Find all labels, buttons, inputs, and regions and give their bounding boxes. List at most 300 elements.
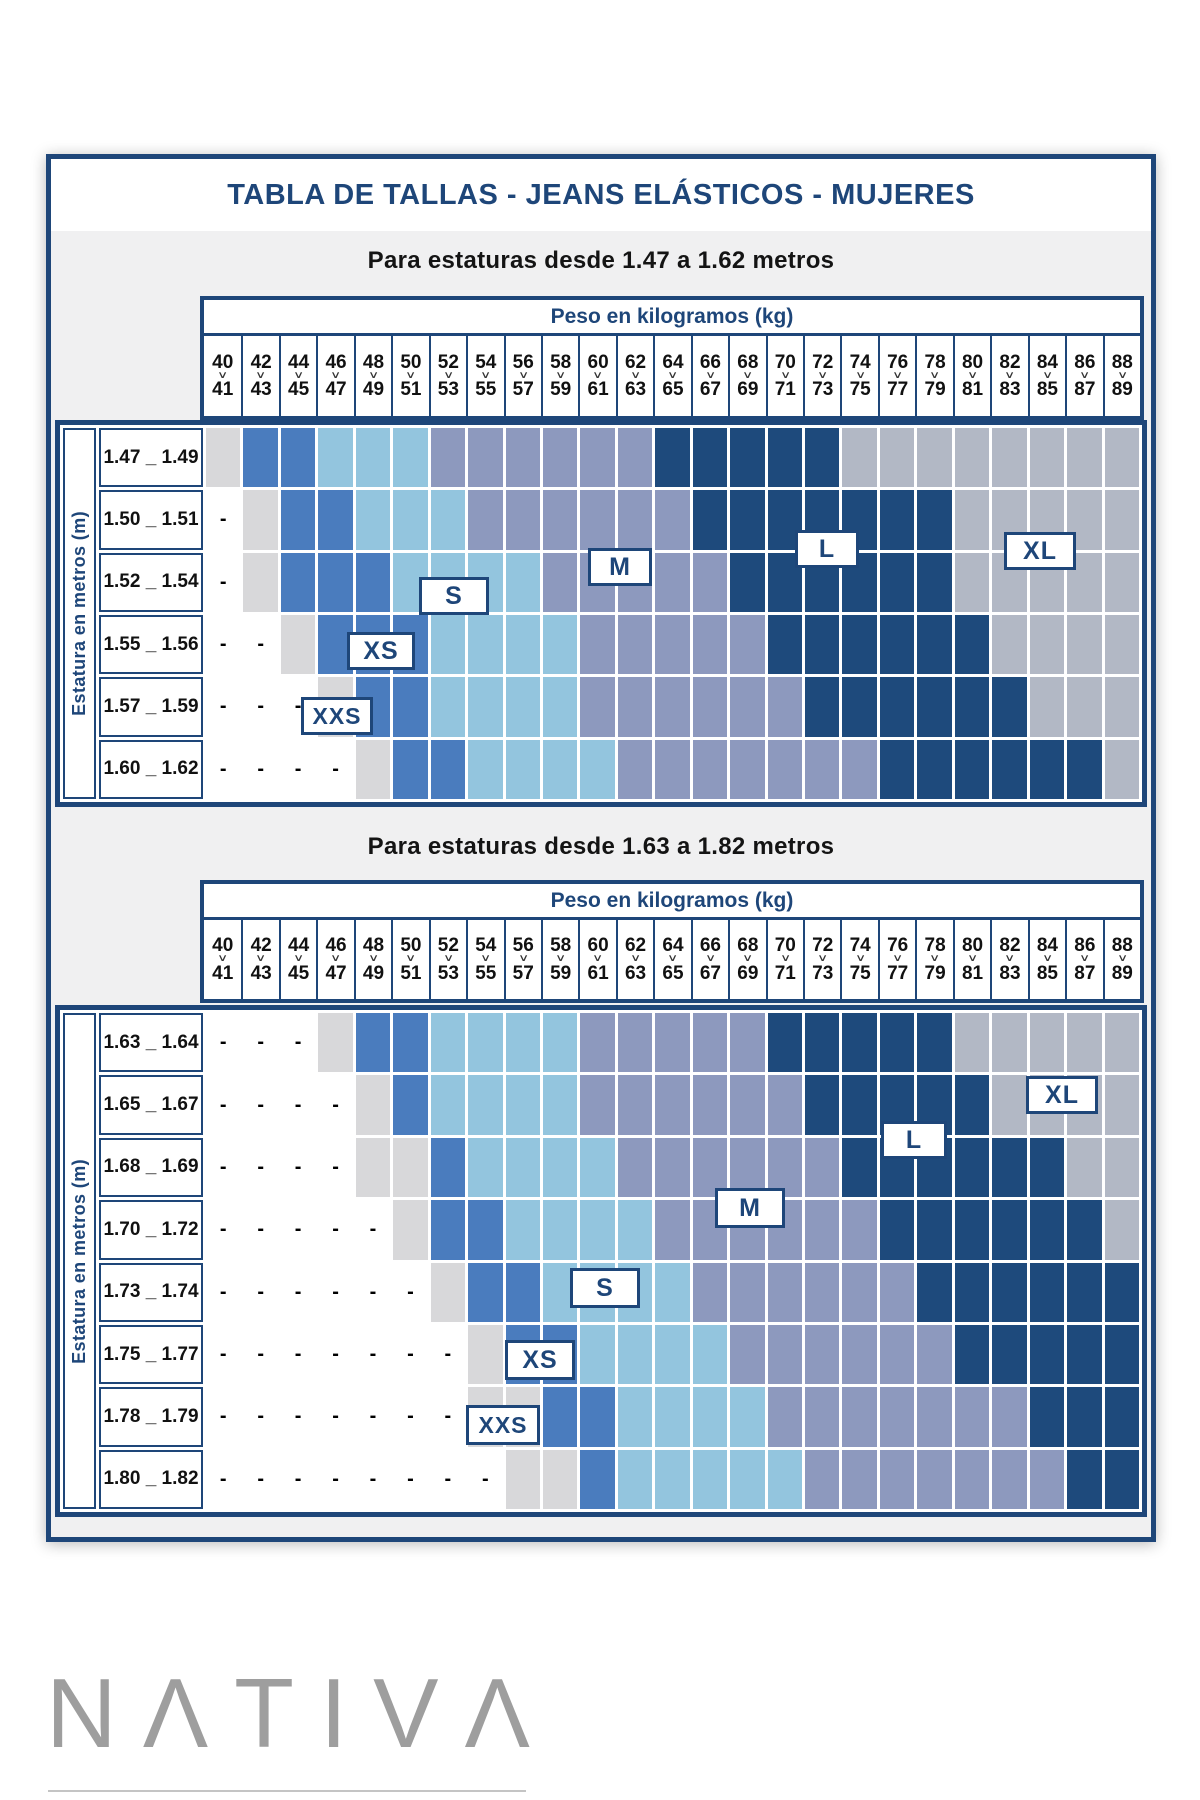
weight-min: 76	[887, 351, 909, 373]
size-cell	[955, 1013, 989, 1072]
weight-max: 77	[887, 962, 909, 984]
size-cell	[281, 553, 315, 612]
height-range-label: 1.68 _ 1.69	[99, 1138, 203, 1197]
size-cell	[805, 1325, 839, 1384]
weight-max: 65	[662, 962, 684, 984]
table1-weight-columns	[204, 336, 1140, 416]
size-cell	[842, 1075, 876, 1134]
size-cell	[917, 1013, 951, 1072]
size-cell	[431, 1200, 465, 1259]
chevron-down-icon: ∨	[592, 953, 604, 965]
weight-column	[504, 336, 541, 416]
weight-max: 45	[288, 379, 310, 401]
weight-min: 52	[437, 935, 459, 957]
size-cell	[506, 553, 540, 612]
weight-column	[466, 920, 503, 999]
chevron-down-icon: ∨	[555, 369, 567, 381]
weight-column	[915, 336, 952, 416]
size-cell	[693, 553, 727, 612]
size-cell	[618, 1387, 652, 1446]
size-cell	[805, 1263, 839, 1322]
size-cell	[1105, 1200, 1139, 1259]
weight-max: 51	[400, 379, 422, 401]
logo-letter: I	[319, 1658, 348, 1768]
weight-column	[953, 336, 990, 416]
weight-max: 75	[849, 962, 871, 984]
height-range-label: 1.80 _ 1.82	[99, 1450, 203, 1509]
size-cell: -	[206, 553, 240, 612]
size-cell	[842, 1387, 876, 1446]
size-cell	[1067, 1263, 1101, 1322]
size-cell	[243, 490, 277, 549]
size-cell	[431, 490, 465, 549]
size-cell	[730, 428, 764, 487]
chevron-down-icon: ∨	[1116, 369, 1128, 381]
size-cell	[992, 428, 1026, 487]
weight-min: 46	[325, 935, 347, 957]
weight-column	[766, 336, 803, 416]
weight-max: 71	[774, 962, 796, 984]
size-cell	[618, 1138, 652, 1197]
size-cell	[318, 428, 352, 487]
size-cell	[318, 1013, 352, 1072]
size-cell	[506, 1075, 540, 1134]
size-cell: -	[243, 615, 277, 674]
size-cell	[580, 428, 614, 487]
size-cell	[992, 677, 1026, 736]
weight-min: 68	[737, 351, 759, 373]
size-cell	[543, 1200, 577, 1259]
size-cell	[1030, 615, 1064, 674]
size-cell	[655, 1138, 689, 1197]
size-cell: -	[206, 1450, 240, 1509]
weight-min: 88	[1111, 935, 1133, 957]
size-cell	[917, 677, 951, 736]
weight-column	[504, 920, 541, 999]
weight-max: 73	[812, 962, 834, 984]
size-band-tag: L	[795, 530, 859, 568]
table2-subtitle: Para estaturas desde 1.63 a 1.82 metros	[367, 833, 835, 860]
size-cell	[730, 1263, 764, 1322]
weight-column	[840, 920, 877, 999]
size-cell	[805, 1450, 839, 1509]
chevron-down-icon: ∨	[517, 369, 529, 381]
size-cell	[393, 1075, 427, 1134]
weight-min: 50	[400, 351, 422, 373]
chevron-down-icon: ∨	[405, 369, 417, 381]
height-range-label: 1.60 _ 1.62	[99, 740, 203, 799]
size-band-tag: S	[419, 577, 489, 615]
weight-max: 89	[1111, 379, 1133, 401]
size-cell	[431, 1013, 465, 1072]
size-cell	[768, 1263, 802, 1322]
weight-max: 43	[250, 379, 272, 401]
weight-min: 52	[437, 351, 459, 373]
weight-column	[541, 920, 578, 999]
weight-min: 42	[250, 351, 272, 373]
size-cell	[880, 677, 914, 736]
size-cell	[842, 1325, 876, 1384]
weight-max: 65	[662, 379, 684, 401]
size-cell	[655, 1075, 689, 1134]
size-cell	[393, 1138, 427, 1197]
weight-column	[578, 336, 615, 416]
logo-underline	[48, 1790, 526, 1792]
weight-column	[1065, 920, 1102, 999]
chevron-down-icon: ∨	[892, 953, 904, 965]
size-cell	[543, 1013, 577, 1072]
size-cell	[655, 1200, 689, 1259]
chevron-down-icon: ∨	[742, 369, 754, 381]
size-cell	[880, 490, 914, 549]
chevron-down-icon: ∨	[817, 369, 829, 381]
weight-max: 59	[550, 379, 572, 401]
size-cell	[431, 1263, 465, 1322]
size-cell	[580, 1325, 614, 1384]
size-cell	[693, 740, 727, 799]
weight-column	[391, 336, 428, 416]
chevron-down-icon: ∨	[480, 953, 492, 965]
size-cell	[543, 428, 577, 487]
weight-min: 82	[999, 351, 1021, 373]
size-cell	[842, 1200, 876, 1259]
chevron-down-icon: ∨	[704, 369, 716, 381]
size-cell: -	[281, 1263, 315, 1322]
size-cell	[805, 1387, 839, 1446]
height-axis-label	[63, 428, 96, 799]
size-cell: -	[356, 1325, 390, 1384]
chevron-down-icon: ∨	[854, 369, 866, 381]
size-cell	[618, 615, 652, 674]
size-cell	[618, 1075, 652, 1134]
size-cell	[655, 428, 689, 487]
size-cell	[1030, 1200, 1064, 1259]
weight-max: 85	[1036, 379, 1058, 401]
size-cell	[1105, 1138, 1139, 1197]
height-range-label: 1.65 _ 1.67	[99, 1075, 203, 1134]
size-band-tag: XL	[1004, 532, 1076, 570]
size-cell	[693, 1013, 727, 1072]
size-cell: -	[243, 1075, 277, 1134]
weight-column	[1103, 336, 1140, 416]
weight-max: 41	[212, 962, 234, 984]
size-cell	[543, 1075, 577, 1134]
size-cell	[880, 428, 914, 487]
table1-subtitle: Para estaturas desde 1.47 a 1.62 metros	[367, 247, 835, 274]
size-cell	[1067, 615, 1101, 674]
size-cell	[618, 490, 652, 549]
weight-min: 62	[624, 351, 647, 373]
size-cell: -	[206, 740, 240, 799]
chevron-down-icon: ∨	[405, 953, 417, 965]
size-cell	[693, 1325, 727, 1384]
size-cell: -	[281, 740, 315, 799]
weight-max: 53	[437, 379, 459, 401]
size-cell	[655, 490, 689, 549]
size-cell	[431, 677, 465, 736]
size-cell	[805, 740, 839, 799]
size-cell	[1030, 1325, 1064, 1384]
size-cell	[356, 1013, 390, 1072]
size-cell	[805, 1013, 839, 1072]
weight-min: 86	[1074, 351, 1096, 373]
weight-max: 77	[887, 379, 909, 401]
size-cell	[580, 615, 614, 674]
size-cell	[730, 1013, 764, 1072]
weight-column	[653, 336, 690, 416]
size-cell: -	[206, 1200, 240, 1259]
chevron-down-icon: ∨	[517, 953, 529, 965]
size-cell	[880, 553, 914, 612]
size-cell	[1067, 677, 1101, 736]
size-cell	[543, 490, 577, 549]
chevron-down-icon: ∨	[1116, 953, 1128, 965]
size-cell	[842, 1450, 876, 1509]
size-cell	[917, 553, 951, 612]
chevron-down-icon: ∨	[742, 953, 754, 965]
size-cell	[693, 1075, 727, 1134]
weight-min: 58	[550, 351, 572, 373]
size-cell	[1030, 428, 1064, 487]
weight-max: 67	[699, 379, 721, 401]
weight-column	[316, 920, 353, 999]
size-cell	[880, 1013, 914, 1072]
size-cell: -	[243, 740, 277, 799]
size-cell	[955, 1138, 989, 1197]
chevron-down-icon: ∨	[442, 953, 454, 965]
height-range-label: 1.55 _ 1.56	[99, 615, 203, 674]
size-cell	[506, 1200, 540, 1259]
size-cell	[917, 615, 951, 674]
size-cell	[992, 740, 1026, 799]
size-cell	[506, 677, 540, 736]
size-cell	[580, 1075, 614, 1134]
logo-letter: N	[46, 1658, 117, 1768]
size-cell	[1030, 677, 1064, 736]
size-cell	[992, 1263, 1026, 1322]
size-cell	[655, 615, 689, 674]
weight-min: 86	[1074, 935, 1096, 957]
size-cell	[543, 553, 577, 612]
size-cell	[1067, 1325, 1101, 1384]
size-cell	[768, 740, 802, 799]
weight-min: 72	[812, 351, 834, 373]
size-cell: -	[356, 1263, 390, 1322]
chevron-down-icon: ∨	[367, 953, 379, 965]
size-cell: -	[206, 615, 240, 674]
chevron-down-icon: ∨	[293, 369, 305, 381]
size-cell	[468, 1263, 502, 1322]
weight-column	[578, 920, 615, 999]
weight-column	[354, 336, 391, 416]
size-cell	[393, 1013, 427, 1072]
size-cell	[805, 615, 839, 674]
size-cell: -	[206, 1075, 240, 1134]
chevron-down-icon: ∨	[892, 369, 904, 381]
size-cell: -	[243, 677, 277, 736]
size-cell	[243, 553, 277, 612]
size-cell	[805, 428, 839, 487]
chevron-down-icon: ∨	[967, 953, 979, 965]
size-cell	[730, 490, 764, 549]
size-cell	[917, 1325, 951, 1384]
size-cell	[992, 1450, 1026, 1509]
weight-max: 59	[550, 962, 572, 984]
size-cell	[1105, 1263, 1139, 1322]
weight-min: 84	[1036, 351, 1058, 373]
chevron-down-icon: ∨	[1004, 369, 1016, 381]
size-cell	[805, 1200, 839, 1259]
size-cell: -	[393, 1450, 427, 1509]
size-cell	[992, 1200, 1026, 1259]
size-band-tag: M	[715, 1188, 785, 1228]
size-cell	[1067, 1013, 1101, 1072]
height-range-label: 1.73 _ 1.74	[99, 1263, 203, 1322]
size-cell	[1067, 428, 1101, 487]
size-cell: -	[393, 1387, 427, 1446]
size-cell: -	[243, 1325, 277, 1384]
weight-max: 61	[587, 962, 609, 984]
chevron-down-icon: ∨	[1079, 953, 1091, 965]
size-cell	[393, 740, 427, 799]
table2-weight-header	[200, 880, 1144, 1003]
weight-min: 56	[512, 935, 534, 957]
size-cell	[580, 677, 614, 736]
size-cell: -	[318, 1263, 352, 1322]
height-range-label: 1.57 _ 1.59	[99, 677, 203, 736]
weight-max: 81	[961, 379, 984, 401]
size-cell	[730, 553, 764, 612]
size-cell	[955, 490, 989, 549]
size-cell	[842, 740, 876, 799]
size-cell	[955, 740, 989, 799]
size-cell	[768, 1013, 802, 1072]
size-cell	[1067, 1450, 1101, 1509]
weight-max: 79	[924, 962, 946, 984]
size-cell	[917, 1387, 951, 1446]
weight-column	[391, 920, 428, 999]
size-cell	[917, 1263, 951, 1322]
weight-column	[728, 920, 765, 999]
weight-min: 60	[587, 351, 609, 373]
size-cell	[468, 1013, 502, 1072]
size-cell: -	[281, 1138, 315, 1197]
height-range-label: 1.75 _ 1.77	[99, 1325, 203, 1384]
size-band-tag: L	[881, 1121, 947, 1159]
size-cell: -	[281, 1450, 315, 1509]
weight-max: 45	[288, 962, 310, 984]
size-band-tag: S	[570, 1268, 640, 1308]
size-cell	[1105, 740, 1139, 799]
size-cell: -	[318, 1138, 352, 1197]
weight-max: 57	[512, 962, 534, 984]
size-cell	[1030, 1387, 1064, 1446]
weight-column	[803, 336, 840, 416]
weight-column	[990, 336, 1027, 416]
chevron-down-icon: ∨	[929, 953, 941, 965]
size-cell	[917, 490, 951, 549]
weight-column	[840, 336, 877, 416]
size-cell	[618, 677, 652, 736]
weight-column	[204, 336, 241, 416]
size-cell	[693, 490, 727, 549]
size-cell	[880, 615, 914, 674]
logo-letter: Λ	[142, 1658, 209, 1768]
size-cell	[468, 740, 502, 799]
size-cell	[655, 1450, 689, 1509]
weight-column	[429, 920, 466, 999]
weight-min: 56	[512, 351, 534, 373]
chevron-down-icon: ∨	[1004, 953, 1016, 965]
size-cell	[356, 1075, 390, 1134]
weight-min: 48	[362, 351, 385, 373]
chevron-down-icon: ∨	[255, 953, 267, 965]
weight-max: 51	[400, 962, 422, 984]
size-cell	[768, 615, 802, 674]
height-range-label: 1.70 _ 1.72	[99, 1200, 203, 1259]
size-cell	[618, 1013, 652, 1072]
weight-max: 69	[737, 962, 759, 984]
weight-column	[766, 920, 803, 999]
size-cell	[730, 740, 764, 799]
size-cell	[730, 1450, 764, 1509]
weight-max: 57	[512, 379, 534, 401]
size-cell: -	[206, 677, 240, 736]
size-cell: -	[243, 1450, 277, 1509]
size-cell	[955, 677, 989, 736]
chevron-down-icon: ∨	[779, 369, 791, 381]
size-cell	[730, 1075, 764, 1134]
size-cell	[1105, 677, 1139, 736]
weight-column	[429, 336, 466, 416]
weight-min: 88	[1111, 351, 1133, 373]
logo-letter: Λ	[464, 1658, 530, 1768]
weight-max: 79	[924, 379, 946, 401]
chevron-down-icon: ∨	[667, 369, 679, 381]
chevron-down-icon: ∨	[330, 953, 342, 965]
size-cell	[992, 615, 1026, 674]
size-cell	[393, 428, 427, 487]
size-cell	[506, 740, 540, 799]
logo-letter: V	[373, 1658, 439, 1768]
weight-column	[1028, 920, 1065, 999]
weight-min: 64	[662, 351, 684, 373]
size-cell	[880, 1450, 914, 1509]
size-cell	[1105, 1013, 1139, 1072]
weight-max: 47	[325, 962, 347, 984]
table1-size-grid	[55, 420, 1147, 807]
size-cell: -	[468, 1450, 502, 1509]
weight-column	[241, 336, 278, 416]
chart-frame	[46, 154, 1156, 1542]
size-cell	[992, 1387, 1026, 1446]
height-axis-text: Estatura en metros (m)	[69, 511, 89, 716]
table1-weight-header	[200, 296, 1144, 420]
size-cell	[693, 1450, 727, 1509]
chevron-down-icon: ∨	[630, 369, 642, 381]
size-cell: -	[318, 1075, 352, 1134]
size-cell	[693, 428, 727, 487]
size-cell	[506, 428, 540, 487]
size-cell	[955, 615, 989, 674]
size-cell	[1067, 1138, 1101, 1197]
size-cell	[768, 1325, 802, 1384]
size-cell: -	[206, 1138, 240, 1197]
size-cell: -	[318, 1200, 352, 1259]
size-cell	[281, 428, 315, 487]
size-cell	[206, 428, 240, 487]
height-range-label: 1.52 _ 1.54	[99, 553, 203, 612]
